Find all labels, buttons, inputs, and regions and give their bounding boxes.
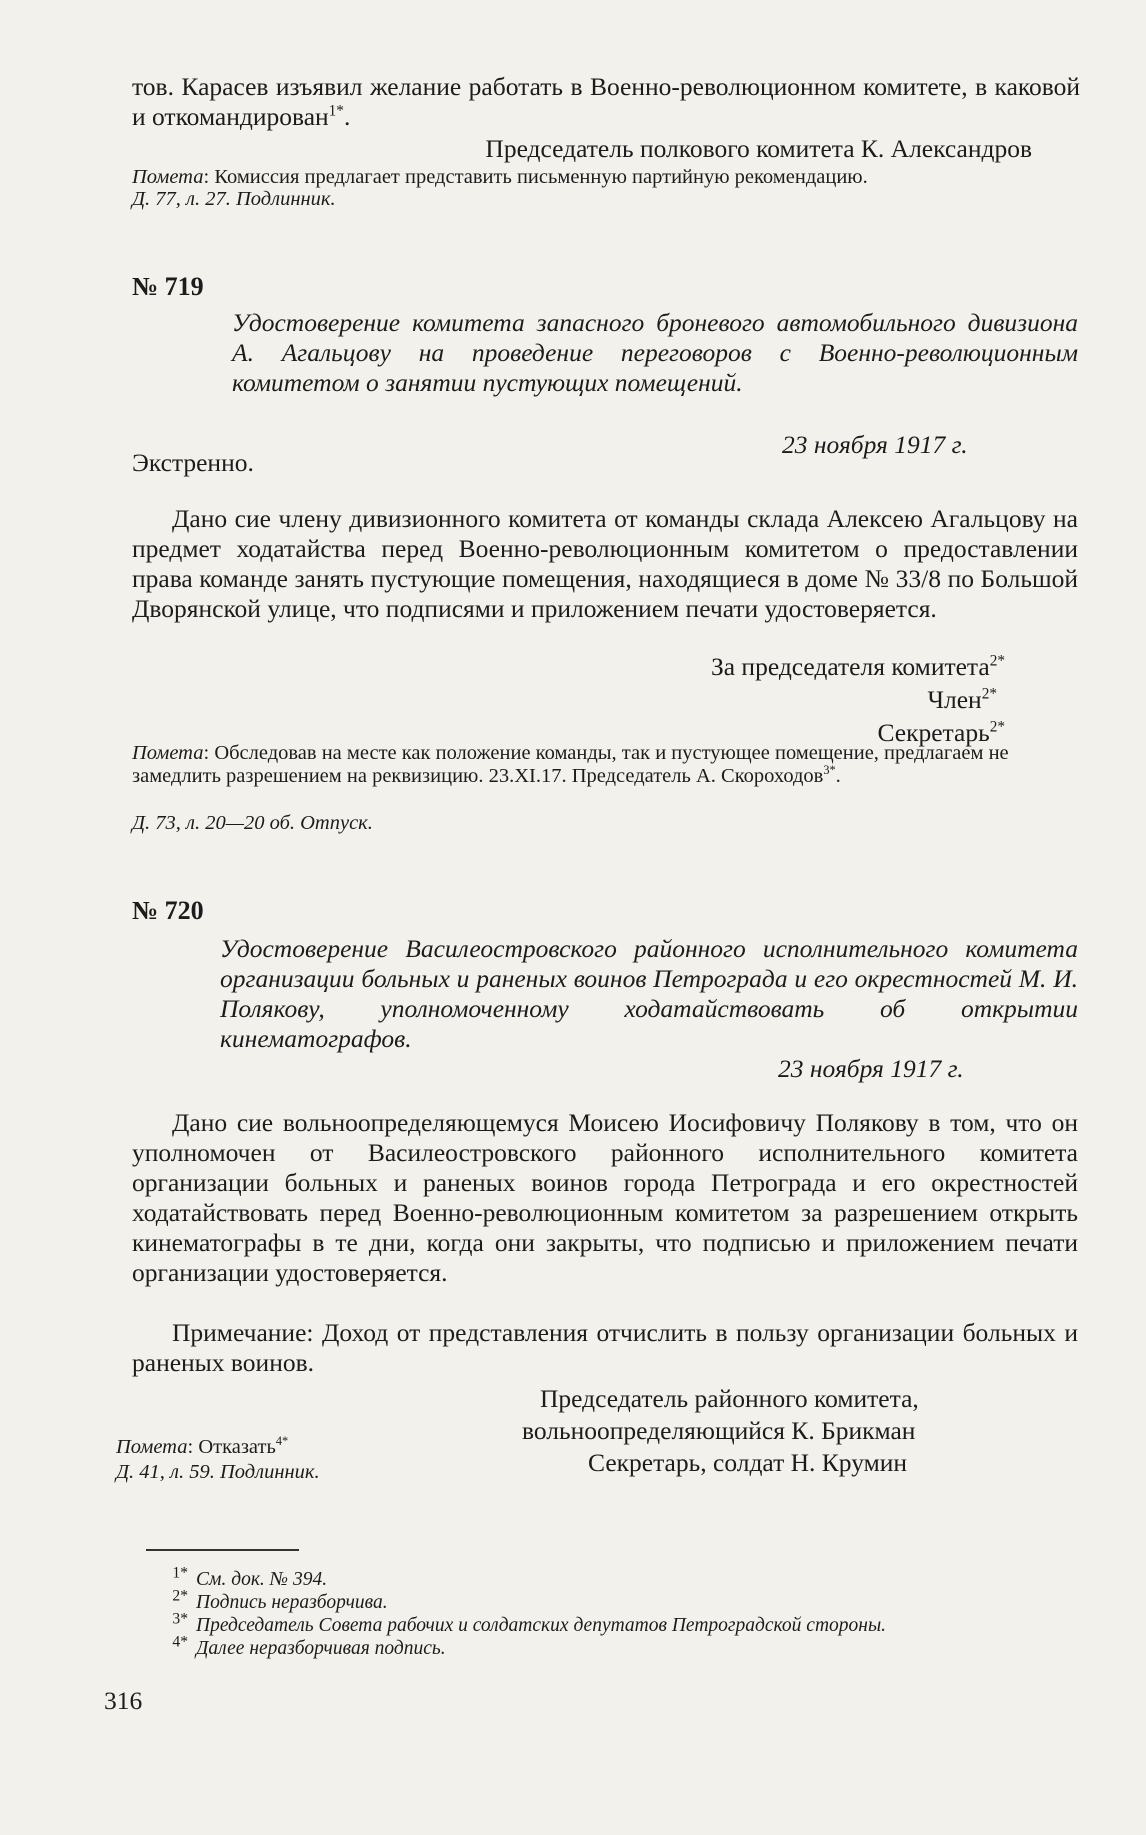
doc-720-source: Д. 41, л. 59. Подлинник. xyxy=(116,1461,320,1483)
footnote-item xyxy=(146,1564,1076,1591)
footnote-text: Председатель Совета рабочих и солдатских депутатов Петроградской стороны. xyxy=(196,1615,887,1636)
footnote-mark: 4* xyxy=(172,1633,188,1651)
doc-720-pometa: Помета: Отказать$^{4*}$ xyxy=(116,1434,289,1458)
continuation-text: тов. Карасев изъявил желание работать в Военно-революционном комитете, в каковой и откомандирован$^{1*}$. xyxy=(132,72,1080,131)
doc-720-sign-chair: Председатель районного комитета, xyxy=(540,1384,919,1413)
doc-719-sign-chair: За председателя комитета$^{2*}$ xyxy=(710,652,1005,681)
doc-719-body: Дано сие члену дивизионного комитета от команды склада Алексею Агальцову на предмет ходатайства перед Военно-революционным комитетом о предоставлении права команде занять пустующие помещения, находящиеся в доме № 33/8 по Большой Дворянской улице, что подписями и приложением печати удостоверяется. xyxy=(132,504,1078,623)
footnote-text: Подпись неразборчива. xyxy=(196,1592,388,1613)
doc-719-urgency: Экстренно. xyxy=(132,448,254,477)
doc-719-number: № 719 xyxy=(132,272,204,301)
doc-720-note: Примечание: Доход от представления отчислить в пользу организации больных и раненых воинов. xyxy=(132,1318,1078,1377)
doc-719-source: Д. 73, л. 20—20 об. Отпуск. xyxy=(132,812,373,834)
doc-719-pometa: Помета: Обследовав на месте как положение команды, так и пустующее помещение, предлагаем не замедлить разрешением на реквизицию. 23.XI.17. Председатель А. Скороходов$^{3*}$. xyxy=(132,742,1009,787)
continuation-signature: Председатель полкового комитета К. Александров xyxy=(485,134,1032,163)
footnote-item xyxy=(146,1587,1076,1614)
footnote-text: Далее неразборчивая подпись. xyxy=(196,1638,446,1659)
continuation-pometa: Помета: Комиссия предлагает представить письменную партийную рекомендацию. xyxy=(132,166,868,188)
footnote-text: См. док. № 394. xyxy=(196,1569,328,1590)
footnote-mark: 1* xyxy=(172,1564,188,1582)
doc-720-title: Удостоверение Василеостровского районного исполнительного комитета организации больных и раненых воинов Петрограда и его окрестностей М. И. Полякову, уполномоченному ходатайствовать об открытии кинематографов. xyxy=(220,934,1078,1053)
footnote-mark: 2* xyxy=(172,1587,188,1605)
footnotes xyxy=(146,1564,1076,1660)
footnote-divider xyxy=(146,1549,299,1551)
doc-720-date: 23 ноября 1917 г. xyxy=(778,1054,964,1083)
page-number: 316 xyxy=(104,1686,143,1715)
doc-720-number: № 720 xyxy=(132,896,204,925)
doc-719-sign-secretary: Секретарь$^{2*}$ xyxy=(877,718,1005,747)
doc-719-sign-member: Член$^{2*}$ xyxy=(927,685,997,714)
footnote-item xyxy=(146,1610,1076,1637)
footnote-mark: 3* xyxy=(172,1610,188,1628)
doc-720-body: Дано сие вольноопределяющемуся Моисею Иосифовичу Полякову в том, что он уполномочен от Василеостровского районного исполнительного комитета организации больных и раненых воинов города Петрограда и его окрестностей ходатайствовать перед Военно-революционным комитетом за разрешением открыть кинематографы в те дни, когда они закрыты, что подписью и приложением печати организации удостоверяется. xyxy=(132,1108,1078,1287)
continuation-source: Д. 77, л. 27. Подлинник. xyxy=(132,188,336,210)
doc-719-title: Удостоверение комитета запасного броневого автомобильного дивизиона А. Агальцову на проведение переговоров с Военно-революционным комитетом о занятии пустующих помещений. xyxy=(232,308,1078,397)
footnote-item xyxy=(146,1633,1076,1660)
doc-720-sign-volunteer: вольноопределяющийся К. Брикман xyxy=(522,1416,916,1445)
doc-719-date: 23 ноября 1917 г. xyxy=(782,430,968,459)
doc-720-sign-secretary: Секретарь, солдат Н. Крумин xyxy=(588,1448,908,1477)
